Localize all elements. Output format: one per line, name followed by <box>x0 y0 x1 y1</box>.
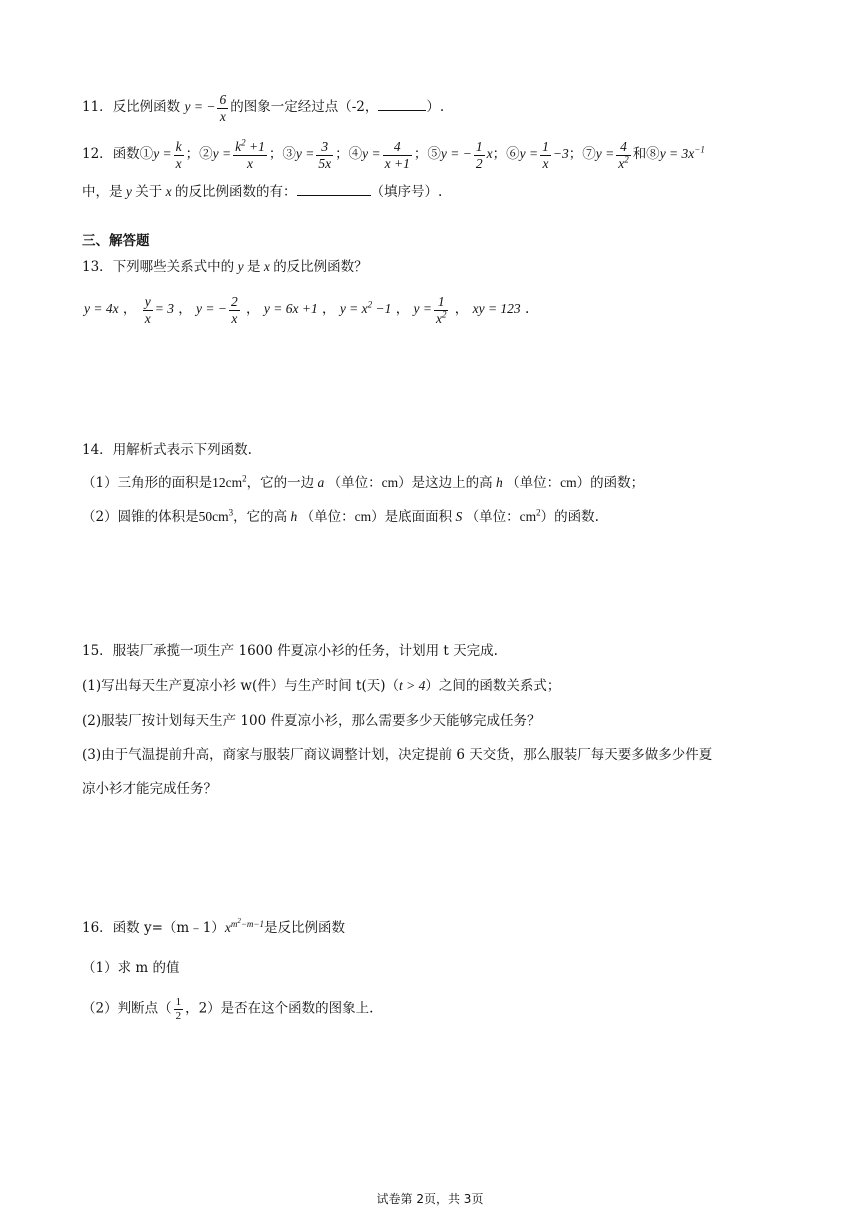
formula: y = 6x +1 <box>263 301 318 317</box>
separator: ； <box>568 146 583 163</box>
question-15-part-3-cont: 凉小衫才能完成任务？ <box>82 781 217 797</box>
formula-8: $y = 3x^{-1}$ <box>659 144 705 162</box>
formula: $x^{m^2-m-1}$ <box>224 916 264 935</box>
question-12: 12．函数①y = $\frac{k}{x}$ ；②y = $\frac{k^2 +1}{x}$ ；③y = $\frac{3}{5x}$ ；④y = $\frac{4}{x +1}$ ；⑤y = − $\frac{1}{2}$ x；⑥y = $\frac{1}{x}$ −3；⑦y = $\frac{4}{x^2}$ 和⑧y = $3x^{-1}$ <box>82 137 705 171</box>
separator: ； <box>268 146 283 163</box>
question-text: ，2）是否在这个函数的图象上. <box>185 1000 374 1017</box>
formula: $y = x^2 -1$ <box>339 299 392 317</box>
separator: ； <box>492 146 507 163</box>
formula-5: y = − $\frac{1}{2}$ x <box>440 139 493 171</box>
formula-3: y = $\frac{3}{5x}$ <box>295 139 332 171</box>
question-15-part-1: (1)写出每天生产夏凉小衫 w(件）与生产时间 t(天)（t > 4）之间的函数关系式； <box>82 678 561 694</box>
question-number: 14． <box>82 442 113 458</box>
formula-4: y = $\frac{4}{x +1}$ <box>362 139 410 171</box>
question-15-part-2: (2)服装厂按计划每天生产 100 件夏凉小衫，那么需要多少天能够完成任务？ <box>82 713 541 729</box>
question-13: 13．下列哪些关系式中的 y 是 x 的反比例函数？ <box>82 259 368 275</box>
question-14-part-2: （2）圆锥的体积是$50cm^3$，它的高 h （单位：cm）是底面面积 S （单位：$cm^2$）的函数. <box>82 507 599 525</box>
question-16-part-2 <box>82 996 373 1022</box>
formula: xy = 123 <box>472 301 521 317</box>
question-number: 13． <box>82 259 113 275</box>
page-footer: 试卷第 2页，共 3页 <box>376 1192 484 1206</box>
question-text: （填序号）. <box>370 184 443 200</box>
question-text: 中，是 <box>82 184 123 200</box>
question-number: 15． <box>82 643 113 659</box>
formula: y = $\frac{1}{x^2}$ <box>413 294 447 326</box>
formula-1: y = $\frac{k}{x}$ <box>153 139 182 171</box>
separator: ； <box>413 146 428 163</box>
formula-7: y = $\frac{4}{x^2}$ <box>595 139 629 171</box>
question-16 <box>82 918 345 938</box>
question-number: 16． <box>82 920 113 936</box>
question-text: （2）判断点（ <box>82 1000 172 1017</box>
question-11 <box>82 92 444 124</box>
formula: $\frac{y}{x}$ = 3 <box>144 294 174 326</box>
question-text: ）之间的函数关系式； <box>425 678 561 694</box>
question-15 <box>82 641 498 661</box>
question-text: ）是这边上的高 <box>398 475 493 491</box>
question-text: ）是底面面积 <box>371 509 453 525</box>
unit: cm <box>354 509 372 524</box>
question-13-formulas: y = 4x ， $\frac{y}{x}$ = 3 ， y = − $\frac{2}{x}$ ， y = 6x +1 ， $y = x^2 -1$ ， y = $\frac{1}{x^2}$ ， xy = 123 . <box>84 294 530 326</box>
question-14 <box>82 440 252 460</box>
question-text: ）. <box>426 99 445 116</box>
answer-blank[interactable] <box>378 96 426 111</box>
question-text: 是反比例函数 <box>263 920 345 936</box>
formula-6: y = $\frac{1}{x}$ −3 <box>519 139 569 171</box>
question-text: ，它的高 <box>233 509 288 525</box>
question-14-part-1: （1）三角形的面积是$12cm^2$，它的一边 a （单位：cm）是这边上的高 h （单位：cm）的函数； <box>82 473 645 491</box>
question-number: 11． <box>82 99 113 116</box>
unit: cm <box>381 475 399 490</box>
question-16-part-1: （1）求 m 的值 <box>82 960 180 976</box>
volume-value: 50cm <box>198 509 229 524</box>
question-text: 服装厂承揽一项生产 1600 件夏凉小衫的任务，计划用 t 天完成. <box>112 643 498 659</box>
question-text: （单位： <box>506 475 561 491</box>
question-text: （单位： <box>465 509 520 525</box>
fraction-half: $\frac{1}{2}$ <box>175 996 182 1022</box>
answer-blank[interactable] <box>297 181 371 196</box>
question-number: 12． <box>82 146 113 163</box>
question-15-part-3: (3)由于气温提前升高，商家与服装厂商议调整计划，决定提前 6 天交货，那么服装厂每天要多做多少件夏 <box>82 747 713 763</box>
question-text: ）的函数. <box>540 509 599 525</box>
formula: y = 4x <box>84 301 119 317</box>
question-text: (1)写出每天生产夏凉小衫 w(件）与生产时间 t(天)（ <box>82 678 399 694</box>
question-12-line-2: 中，是 y 关于 x 的反比例函数的有： （填序号）. <box>82 181 442 202</box>
separator: ； <box>185 146 200 163</box>
unit: cm <box>560 475 577 490</box>
question-text: ）的函数； <box>576 475 645 491</box>
question-text: 的反比例函数的有： <box>175 184 297 200</box>
formula: y = − $\frac{2}{x}$ <box>196 294 238 326</box>
formula-2: y = $\frac{k^2 +1}{x}$ <box>212 137 265 171</box>
separator: ； <box>335 146 349 163</box>
section-title: 三、解答题 <box>82 233 150 249</box>
area-value: 12cm <box>212 475 243 490</box>
question-text: 的反比例函数？ <box>273 259 368 275</box>
question-text: 用解析式表示下列函数. <box>112 442 252 458</box>
question-text: ，它的一边 <box>246 475 315 491</box>
question-text: （单位： <box>327 475 382 491</box>
question-text: 关于 <box>135 184 163 200</box>
question-text: 下列哪些关系式中的 <box>112 259 235 275</box>
formula: y = − $\frac{6}{x}$ <box>184 92 227 124</box>
question-text: 和⑧ <box>632 146 660 163</box>
question-text: （2）圆锥的体积是 <box>82 509 199 525</box>
unit: cm <box>519 509 537 524</box>
question-text: 的图象一定经过点（-2， <box>230 99 379 116</box>
question-text: （单位： <box>300 509 355 525</box>
question-text: 函数① <box>112 146 154 163</box>
question-text: （1）三角形的面积是 <box>82 475 213 491</box>
question-text: 反比例函数 <box>112 99 181 116</box>
question-text: 是 <box>246 259 261 275</box>
question-text: 函数 y=（m﹣1） <box>112 920 225 936</box>
